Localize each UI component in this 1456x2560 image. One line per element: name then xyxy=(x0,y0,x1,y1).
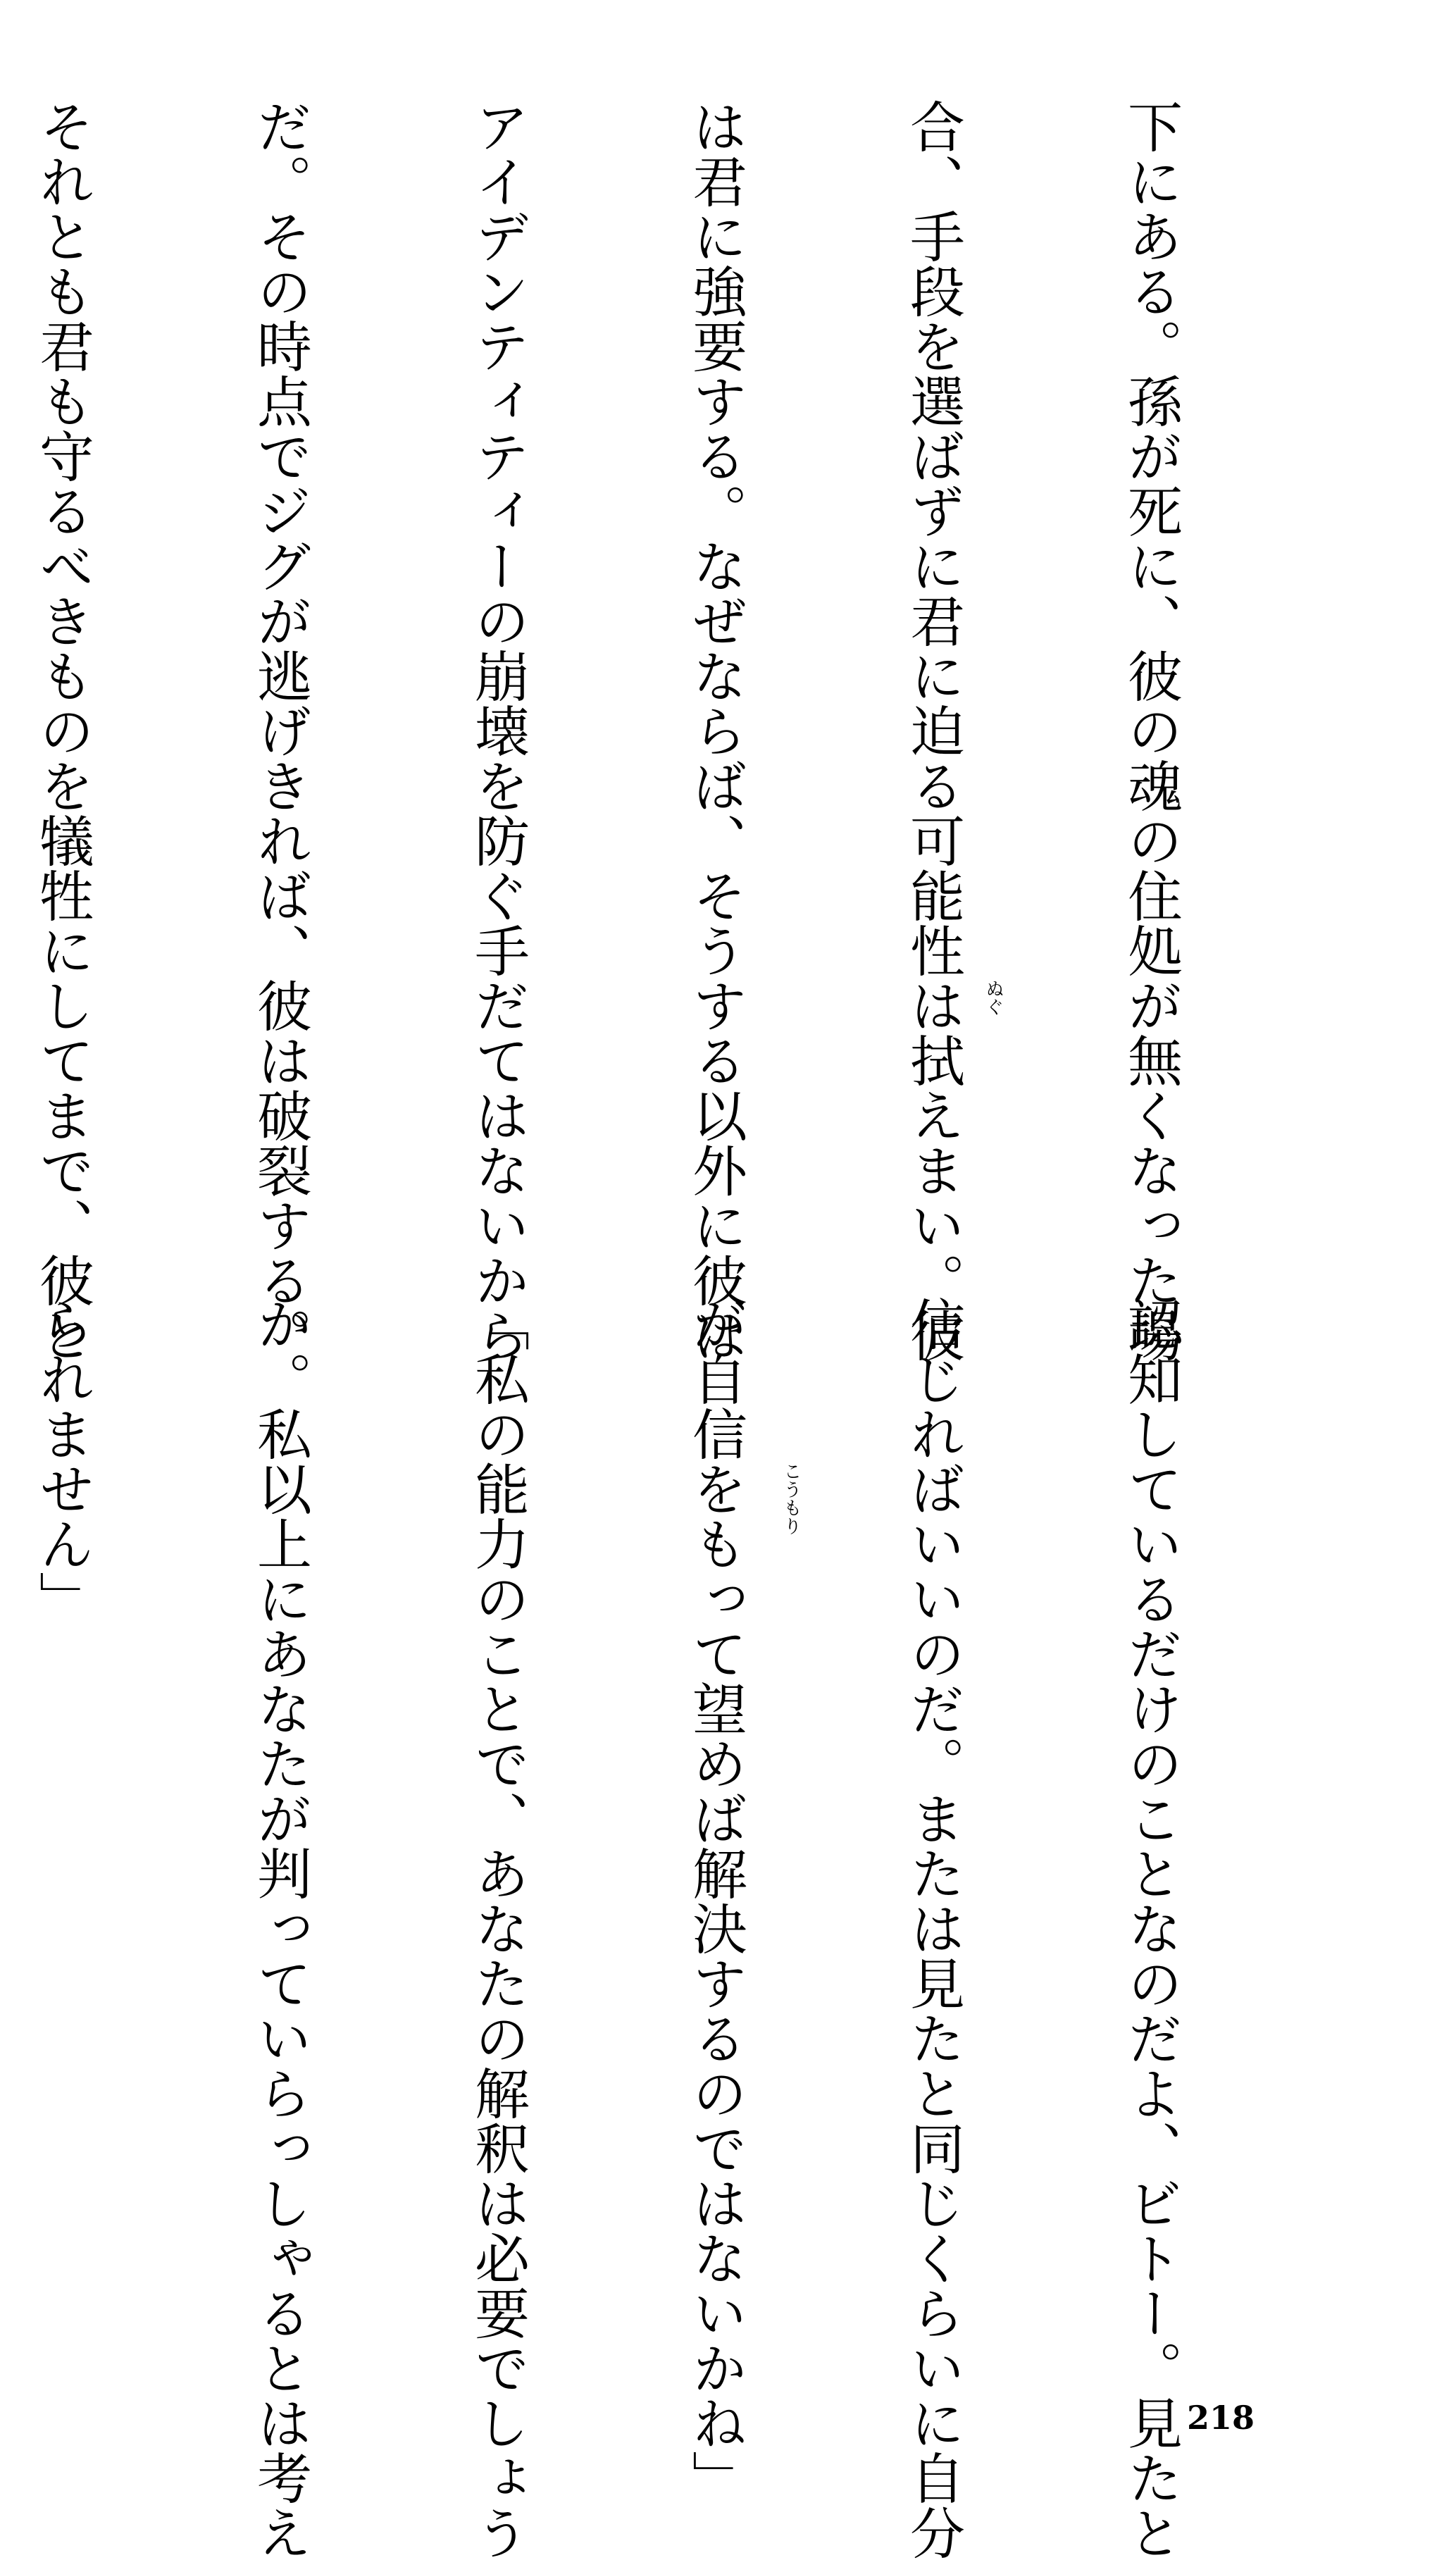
text-column: か。私以上にあなたが判っていらっしゃるとは考え xyxy=(248,1296,311,2560)
ruby-annotation: ぬぐ xyxy=(983,979,1004,1016)
text-column: 信じればいいのだ。または見たと同じくらいに自分 xyxy=(901,1296,964,2560)
page-number: 218 xyxy=(1187,2399,1255,2437)
text-column: は君に強要する。なぜならば、そうする以外に彼は xyxy=(683,99,747,1362)
text-column: が自信をもって望めば解決するのではないかね」 xyxy=(683,1296,747,2505)
text-column: それとも君も守るべきものを犠牲にしてまで、彼と xyxy=(30,99,94,1362)
text-block-top xyxy=(30,99,1331,1362)
text-column: 合、手段を選ばずに君に迫る可能性は拭えまい。彼 xyxy=(901,99,964,1362)
text-column: アイデンティティーの崩壊を防ぐ手だてはないから xyxy=(466,99,529,1362)
text-column: だ。その時点でジグが逃げきれば、彼は破裂する。 xyxy=(248,99,311,1362)
text-column: 認知しているだけのことなのだよ、ビトー。見たと xyxy=(1119,1296,1182,2560)
ruby-annotation: こうもり xyxy=(780,1462,802,1535)
text-column: 「私の能力のことで、あなたの解釈は必要でしょう xyxy=(466,1296,529,2560)
text-column: られません」 xyxy=(30,1296,94,1626)
text-column: 下にある。孫が死に、彼の魂の住処が無くなった場 xyxy=(1119,99,1182,1362)
